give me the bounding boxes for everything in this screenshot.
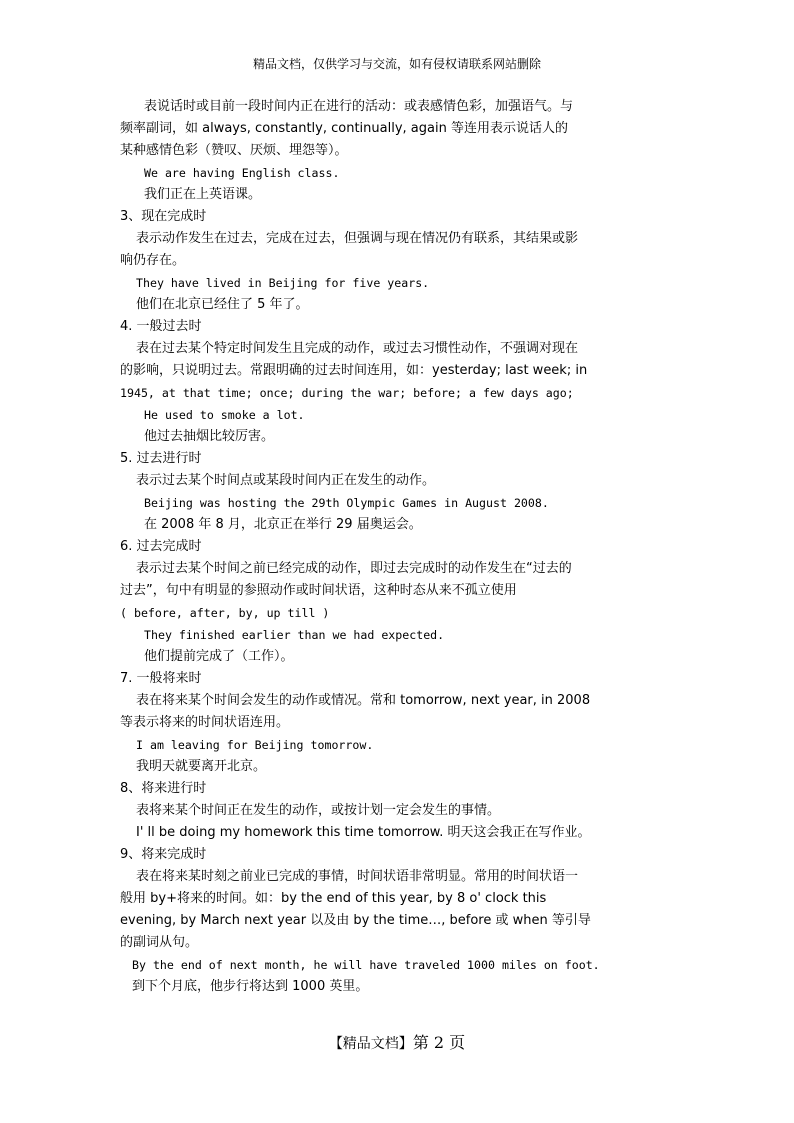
page-footer [0,1032,794,1055]
example-sentence: Beijing was hosting the 29th Olympic Games in August 2008. [144,496,549,510]
paragraph-line: 表说话时或目前一段时间内正在进行的活动：或表感情色彩，加强语气。与 [144,99,574,114]
paragraph-line: ( before, after, by, up till ) [120,606,330,620]
paragraph-line: 表在将来某个时间会发生的动作或情况。常和 tomorrow, next year, in 2008 [136,693,591,708]
section-heading-present-perfect: 3、现在完成时 [120,209,207,224]
example-sentence: They finished earlier than we had expected. [144,628,445,642]
example-translation: 他们提前完成了（工作）。 [144,649,294,664]
example-translation: 到下个月底，他步行将达到 1000 英里。 [132,979,369,994]
section-heading-future-perfect: 9、将来完成时 [120,847,207,862]
page-number: 第 2 页 [412,1033,466,1052]
example-translation: 他过去抽烟比较厉害。 [144,429,275,444]
example-sentence: He used to smoke a lot. [144,408,305,422]
paragraph-line: 般用 by+将来的时间。如：by the end of this year, by 8 o' clock this [120,891,547,906]
paragraph-line: 表示动作发生在过去，完成在过去，但强调与现在情况仍有联系，其结果或影 [136,231,579,246]
paragraph-line: 某种感情色彩（赞叹、厌烦、埋怨等）。 [120,143,348,158]
example-sentence: By the end of next month, he will have traveled 1000 miles on foot. [132,958,600,972]
example-translation: 我明天就要离开北京。 [136,759,267,774]
paragraph-line: 表在过去某个特定时间发生且完成的动作，或过去习惯性动作，不强调对现在 [136,341,579,356]
paragraph-line: 等表示将来的时间状语连用。 [120,715,290,730]
section-heading-simple-past: 4. 一般过去时 [120,319,202,334]
paragraph-line: 1945, at that time; once; during the war; before; a few days ago; [120,386,574,400]
example-translation: 我们正在上英语课。 [144,187,262,202]
example-sentence: They have lived in Beijing for five years. [136,276,430,290]
paragraph-line: 响仍存在。 [120,253,186,268]
page-header: 精品文档，仅供学习与交流，如有侵权请联系网站删除 [252,57,541,71]
example-sentence: I am leaving for Beijing tomorrow. [136,738,374,752]
section-heading-future-progressive: 8、将来进行时 [120,781,207,796]
section-heading-past-perfect: 6. 过去完成时 [120,539,202,554]
section-heading-simple-future: 7. 一般将来时 [120,671,202,686]
example-sentence: I' ll be doing my homework this time tomorrow. 明天这会我正在写作业。 [136,825,591,840]
paragraph-line: 的影响，只说明过去。常跟明确的过去时间连用，如：yesterday; last week; in [120,363,588,378]
example-translation: 他们在北京已经住了 5 年了。 [136,297,309,312]
example-translation: 在 2008 年 8 月，北京正在举行 29 届奥运会。 [144,517,422,532]
paragraph-line: 表示过去某个时间点或某段时间内正在发生的动作。 [136,473,436,488]
paragraph-line: 表示过去某个时间之前已经完成的动作，即过去完成时的动作发生在“过去的 [136,561,572,576]
paragraph-line: 过去”，句中有明显的参照动作或时间状语，这种时态从来不孤立使用 [120,583,517,598]
paragraph-line: 的副词从句。 [120,935,199,950]
example-sentence: We are having English class. [144,166,340,180]
paragraph-line: 频率副词，如 always, constantly, continually, again 等连用表示说话人的 [120,121,568,136]
paragraph-line: 表将来某个时间正在发生的动作，或按计划一定会发生的事情。 [136,803,501,818]
section-heading-past-progressive: 5. 过去进行时 [120,451,202,466]
footer-tag: 【精品文档】 [328,1036,413,1052]
document-body [120,96,690,998]
paragraph-line: 表在将来某时刻之前业已完成的事情，时间状语非常明显。常用的时间状语一 [136,869,579,884]
paragraph-line: evening, by March next year 以及由 by the time…, before 或 when 等引导 [120,913,591,928]
